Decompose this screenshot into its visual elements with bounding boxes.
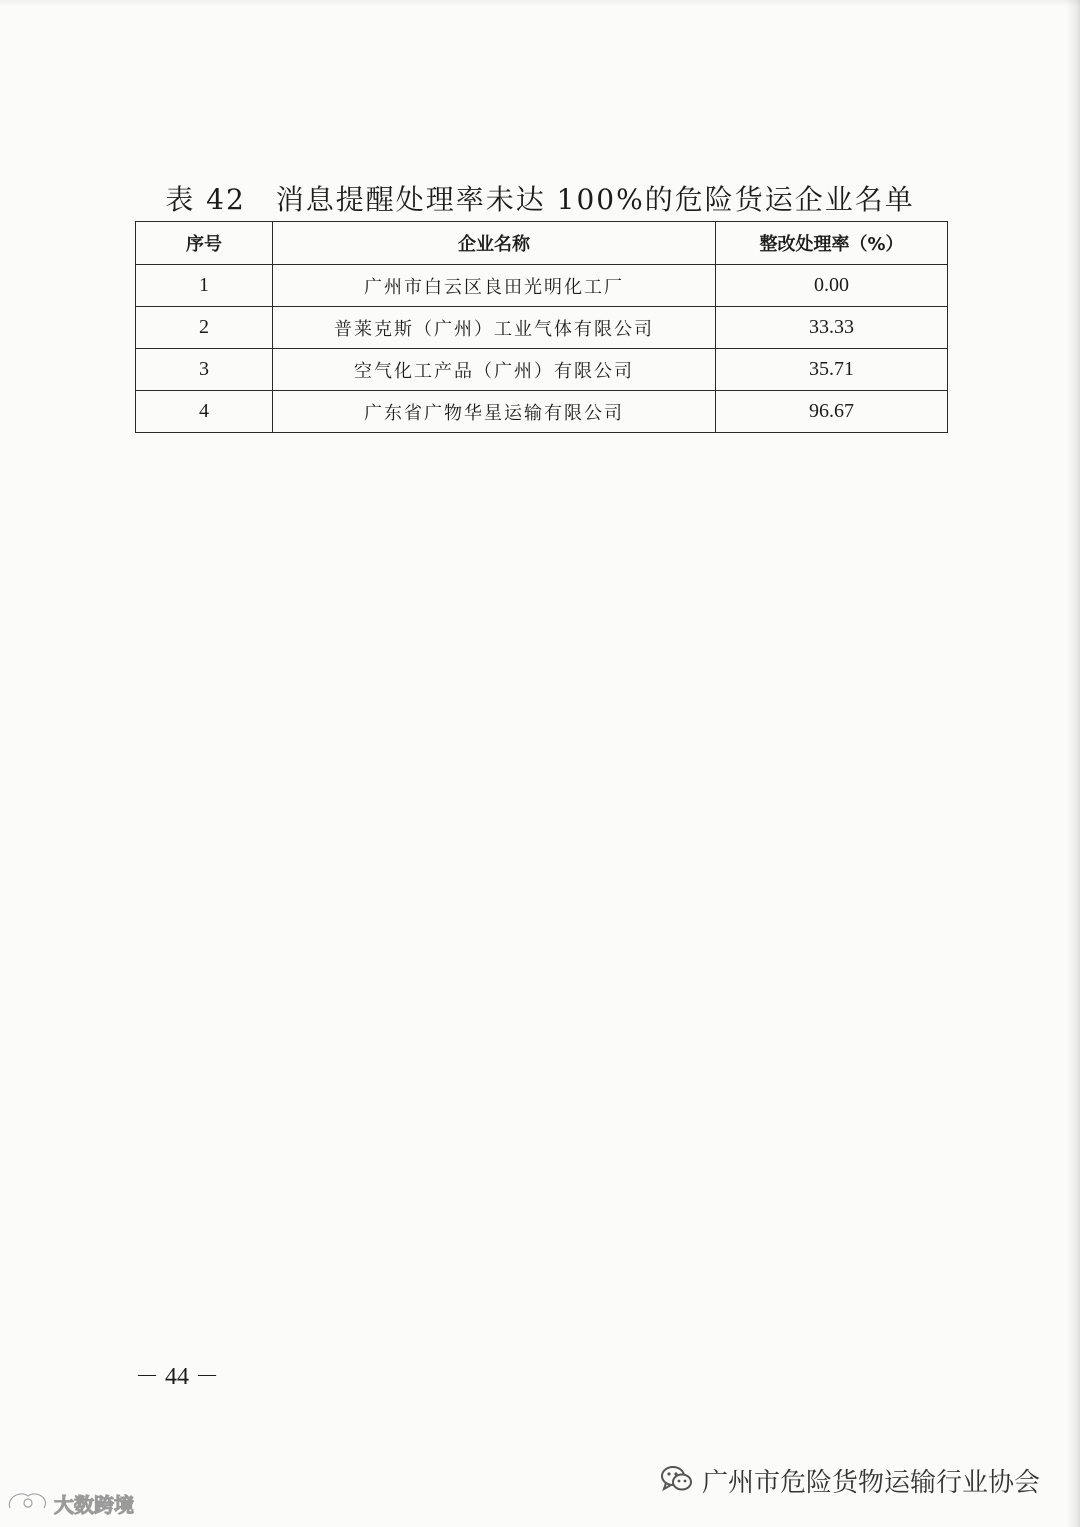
scan-shadow-top xyxy=(0,0,1080,6)
watermark-brand xyxy=(6,1488,134,1518)
page-number: － 44 － xyxy=(135,1364,219,1390)
row-rate: 96.67 xyxy=(716,391,948,433)
row-seq: 4 xyxy=(136,391,273,433)
table-title xyxy=(0,178,1080,218)
row-seq: 3 xyxy=(136,349,273,391)
row-seq: 2 xyxy=(136,307,273,349)
header-seq: 序号 xyxy=(136,222,273,265)
row-rate: 0.00 xyxy=(716,265,948,307)
table-row xyxy=(136,349,948,391)
header-company-name: 企业名称 xyxy=(273,222,716,265)
row-company-name: 普莱克斯（广州）工业气体有限公司 xyxy=(273,307,716,349)
row-company-name: 空气化工产品（广州）有限公司 xyxy=(273,349,716,391)
table-title-number: 表 42 xyxy=(165,183,246,216)
row-rate: 35.71 xyxy=(716,349,948,391)
watermark-org xyxy=(660,1462,1040,1499)
row-seq: 1 xyxy=(136,265,273,307)
scan-shadow-right xyxy=(1066,0,1080,1527)
table-row xyxy=(136,307,948,349)
table-row xyxy=(136,391,948,433)
watermark-brand-text: 大数跨境 xyxy=(54,1492,134,1517)
table-row xyxy=(136,265,948,307)
table-title-text: 消息提醒处理率未达 100%的危险货运企业名单 xyxy=(275,183,915,216)
row-company-name: 广州市白云区良田光明化工厂 xyxy=(273,265,716,307)
header-rate: 整改处理率（%） xyxy=(716,222,948,265)
row-rate: 33.33 xyxy=(716,307,948,349)
brand-logo-icon xyxy=(6,1488,50,1518)
watermark-org-text: 广州市危险货物运输行业协会 xyxy=(702,1468,1041,1498)
row-company-name: 广东省广物华星运输有限公司 xyxy=(273,391,716,433)
company-table xyxy=(135,221,948,433)
table-header-row xyxy=(136,222,948,265)
wechat-icon xyxy=(660,1464,694,1498)
